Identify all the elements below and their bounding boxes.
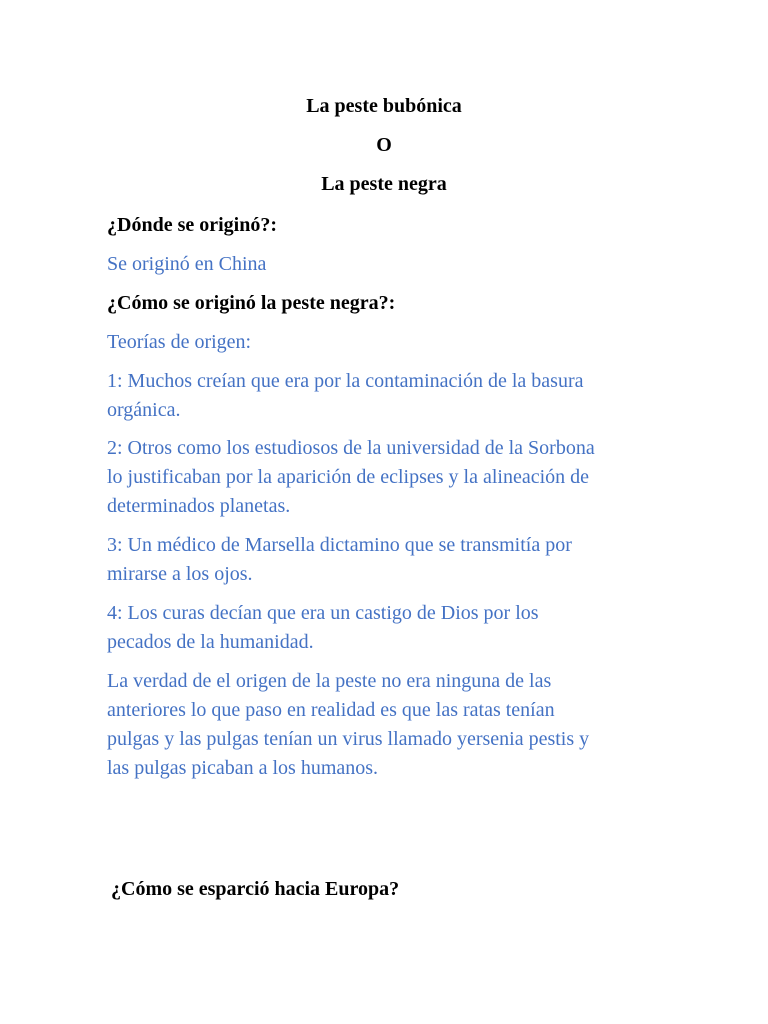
question-spread-europe: ¿Cómo se esparció hacia Europa? — [111, 878, 400, 900]
truth-line-4: las pulgas picaban a los humanos. — [107, 757, 379, 779]
theory-2-line-1: 2: Otros como los estudiosos de la universidad de la Sorbona — [107, 437, 595, 459]
question-origin-place: ¿Dónde se originó?: — [107, 214, 277, 236]
theory-4 — [107, 599, 667, 657]
theories-heading: Teorías de origen: — [107, 331, 252, 353]
title-line-3: La peste negra — [321, 173, 447, 195]
truth-paragraph — [107, 667, 667, 783]
theory-1-line-1: 1: Muchos creían que era por la contaminación de la basura — [107, 370, 584, 392]
truth-line-2: anteriores lo que paso en realidad es que las ratas tenían — [107, 699, 555, 721]
theory-4-line-2: pecados de la humanidad. — [107, 631, 314, 653]
theory-3 — [107, 531, 667, 589]
theory-1-line-2: orgánica. — [107, 399, 181, 421]
title-line-2: O — [376, 134, 392, 156]
answer-origin-place: Se originó en China — [107, 253, 267, 275]
theory-2-line-3: determinados planetas. — [107, 495, 291, 517]
truth-line-1: La verdad de el origen de la peste no era ninguna de las — [107, 670, 552, 692]
theory-4-line-1: 4: Los curas decían que era un castigo de Dios por los — [107, 602, 539, 624]
truth-line-3: pulgas y las pulgas tenían un virus llamado yersenia pestis y — [107, 728, 590, 750]
theory-2-line-2: lo justificaban por la aparición de eclipses y la alineación de — [107, 466, 590, 488]
theory-1 — [107, 367, 667, 425]
theory-2 — [107, 434, 667, 521]
theory-3-line-2: mirarse a los ojos. — [107, 563, 253, 585]
question-origin-cause: ¿Cómo se originó la peste negra?: — [107, 292, 396, 314]
theory-3-line-1: 3: Un médico de Marsella dictamino que se transmitía por — [107, 534, 572, 556]
title-line-1: La peste bubónica — [306, 95, 462, 117]
